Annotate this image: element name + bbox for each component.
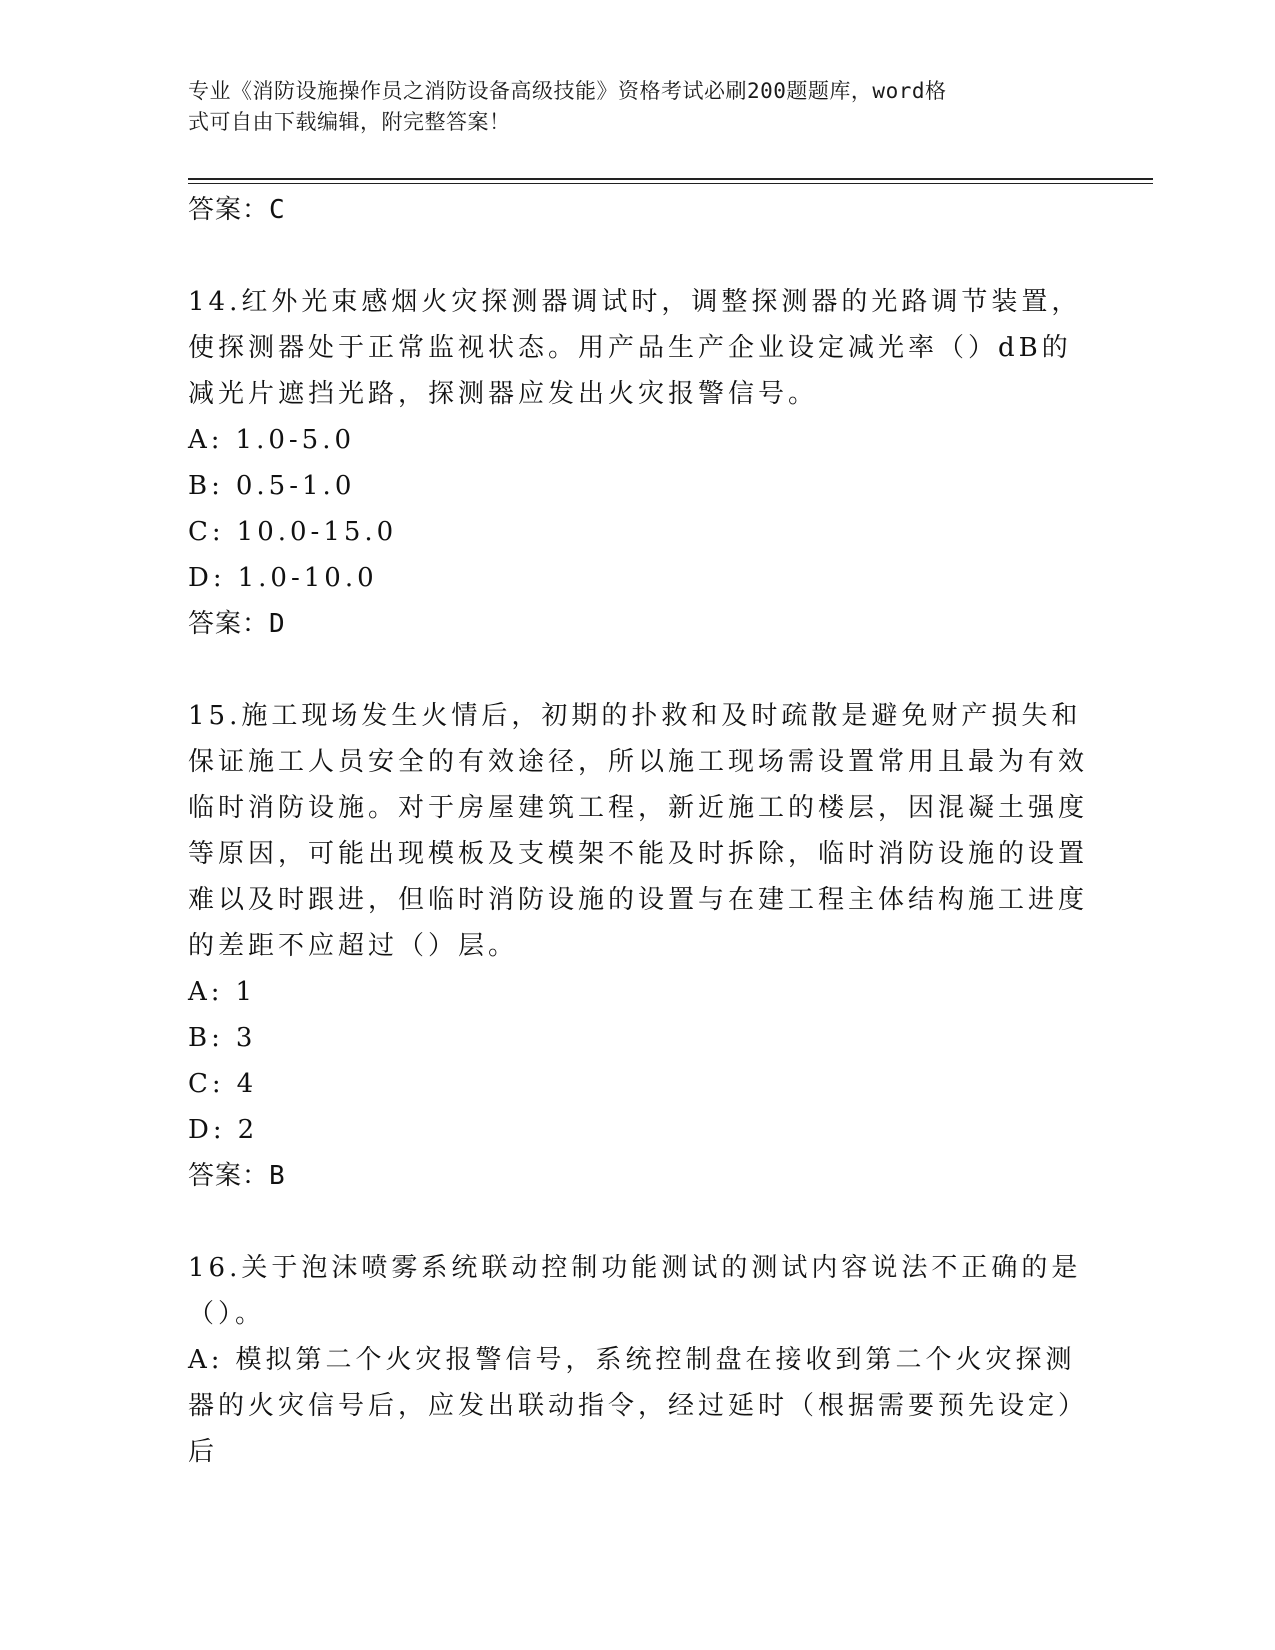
option-letter: C:: [188, 517, 225, 547]
page-header: [188, 76, 1068, 138]
option-b: [188, 463, 1088, 509]
answer-line: 答案：B: [188, 1161, 286, 1191]
option-a: [188, 1337, 1088, 1475]
option-c: [188, 509, 1088, 555]
option-text: 2: [237, 1115, 259, 1145]
option-letter: D:: [188, 1115, 226, 1145]
question-stem: 15.施工现场发生火情后，初期的扑救和及时疏散是避免财产损失和保证施工人员安全的有效途径，所以施工现场需设置常用且最为有效临时消防设施。对于房屋建筑工程，新近施工的楼层，因混凝土强度等原因，可能出现模板及支模架不能及时拆除，临时消防设施的设置难以及时跟进，但临时消防设施的设置与在建工程主体结构施工进度的差距不应超过（）层。: [188, 701, 1089, 961]
question-16: [188, 1245, 1088, 1475]
option-a: [188, 417, 1088, 463]
question-15: [188, 693, 1088, 1199]
header-line-1: 专业《消防设施操作员之消防设备高级技能》资格考试必刷200题题库，word格: [188, 79, 947, 103]
option-letter: A:: [188, 425, 224, 455]
option-text: 4: [236, 1069, 258, 1099]
option-d: [188, 555, 1088, 601]
header-line-2: 式可自由下载编辑，附完整答案！: [188, 110, 511, 134]
spacer: [188, 233, 1088, 279]
answer-line: 答案：D: [188, 609, 286, 639]
spacer: [188, 647, 1088, 693]
option-text: 1.0-5.0: [235, 425, 356, 455]
option-letter: A:: [188, 1345, 224, 1375]
question-14: [188, 279, 1088, 647]
option-a: [188, 969, 1088, 1015]
option-c: [188, 1061, 1088, 1107]
option-text: 模拟第二个火灾报警信号，系统控制盘在接收到第二个火灾探测器的火灾信号后，应发出联动指令，经过延时（根据需要预先设定）后: [188, 1345, 1089, 1467]
option-b: [188, 1015, 1088, 1061]
spacer: [188, 1199, 1088, 1245]
option-text: 1: [235, 977, 257, 1007]
option-letter: B:: [188, 471, 224, 501]
question-stem: 16.关于泡沫喷雾系统联动控制功能测试的测试内容说法不正确的是（）。: [188, 1253, 1082, 1329]
option-text: 3: [235, 1023, 257, 1053]
option-letter: B:: [188, 1023, 224, 1053]
option-letter: D:: [188, 563, 226, 593]
option-letter: C:: [188, 1069, 225, 1099]
header-rule-thin: [188, 183, 1153, 184]
previous-answer: 答案：C: [188, 195, 286, 225]
option-text: 10.0-15.0: [236, 517, 398, 547]
document-body: [188, 187, 1088, 1475]
header-rule-thick: [188, 178, 1153, 180]
option-d: [188, 1107, 1088, 1153]
option-text: 0.5-1.0: [235, 471, 356, 501]
question-stem: 14.红外光束感烟火灾探测器调试时，调整探测器的光路调节装置，使探测器处于正常监视状态。用产品生产企业设定减光率（）dB的减光片遮挡光路，探测器应发出火灾报警信号。: [188, 287, 1082, 409]
option-text: 1.0-10.0: [237, 563, 378, 593]
option-letter: A:: [188, 977, 224, 1007]
